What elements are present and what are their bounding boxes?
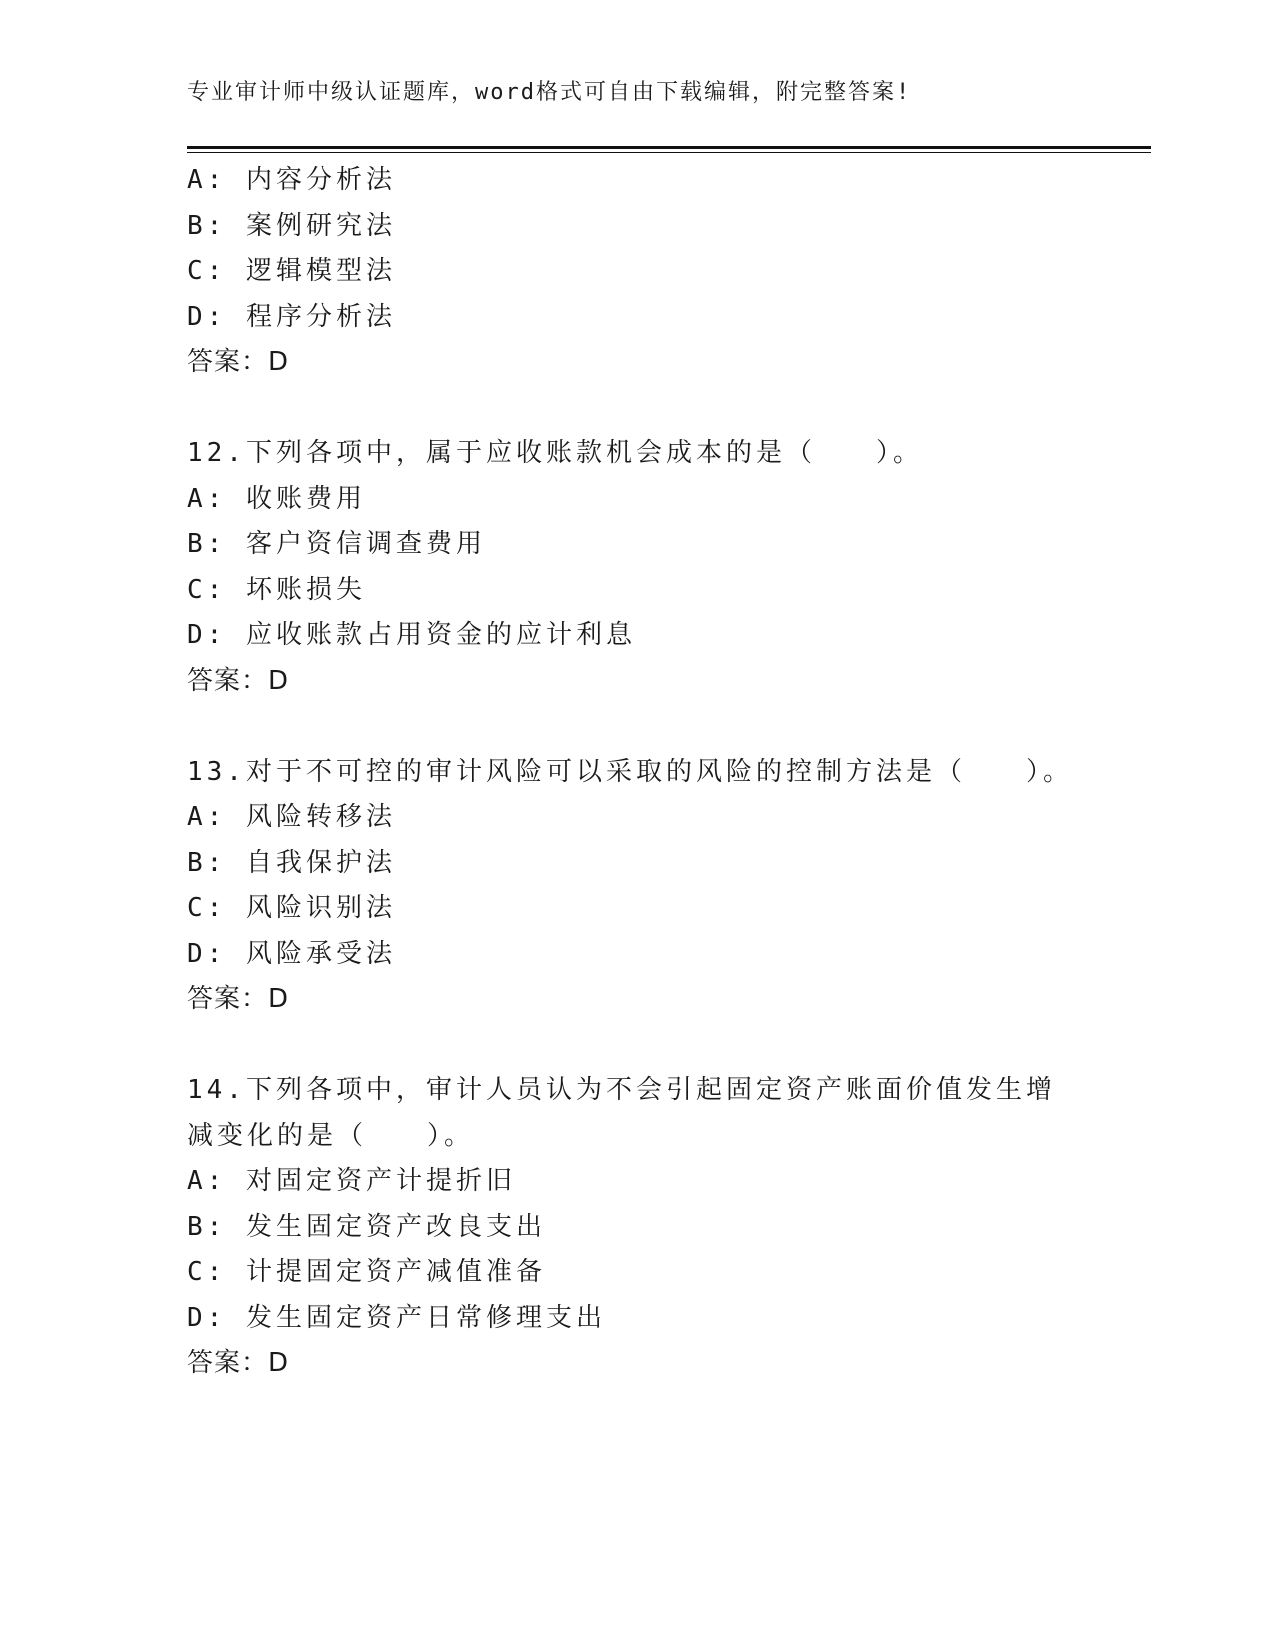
question-block-13 [187,750,1087,1023]
option-a: A: 收账费用 [187,483,366,514]
option-a: A: 内容分析法 [187,165,396,195]
spacer [187,704,1087,750]
header-rule-thin [187,152,1151,153]
question-block-12 [187,431,1087,704]
question-block-11 [187,158,1087,386]
option-d: D: 程序分析法 [187,301,396,332]
header-rule-thick [187,146,1151,149]
option-b: B: 案例研究法 [187,210,396,241]
answer-line: 答案：D [187,1348,290,1378]
spacer [187,386,1087,432]
answer-line: 答案：D [187,984,290,1014]
question-stem: 12.下列各项中，属于应收账款机会成本的是（ ）。 [187,438,923,468]
question-block-14 [187,1068,1087,1387]
option-b: B: 自我保护法 [187,847,396,878]
option-a: A: 对固定资产计提折旧 [187,1166,516,1196]
option-d: D: 发生固定资产日常修理支出 [187,1302,606,1333]
spacer [187,1023,1087,1069]
option-d: D: 风险承受法 [187,938,396,969]
option-a: A: 风险转移法 [187,802,396,832]
option-c: C: 坏账损失 [187,574,366,605]
question-list [187,158,1087,1387]
question-stem: 14.下列各项中，审计人员认为不会引起固定资产账面价值发生增减变化的是（ ）。 [187,1075,1056,1151]
option-c: C: 逻辑模型法 [187,256,396,286]
option-b: B: 客户资信调查费用 [187,529,486,559]
option-c: C: 风险识别法 [187,893,396,923]
option-c: C: 计提固定资产减值准备 [187,1257,546,1287]
option-d: D: 应收账款占用资金的应计利息 [187,620,636,650]
answer-line: 答案：D [187,665,290,696]
question-stem: 13.对于不可控的审计风险可以采取的风险的控制方法是（ ）。 [187,756,1073,787]
answer-line: 答案：D [187,347,290,377]
option-b: B: 发生固定资产改良支出 [187,1211,546,1242]
header-note: 专业审计师中级认证题库，word格式可自由下载编辑，附完整答案! [187,80,912,105]
